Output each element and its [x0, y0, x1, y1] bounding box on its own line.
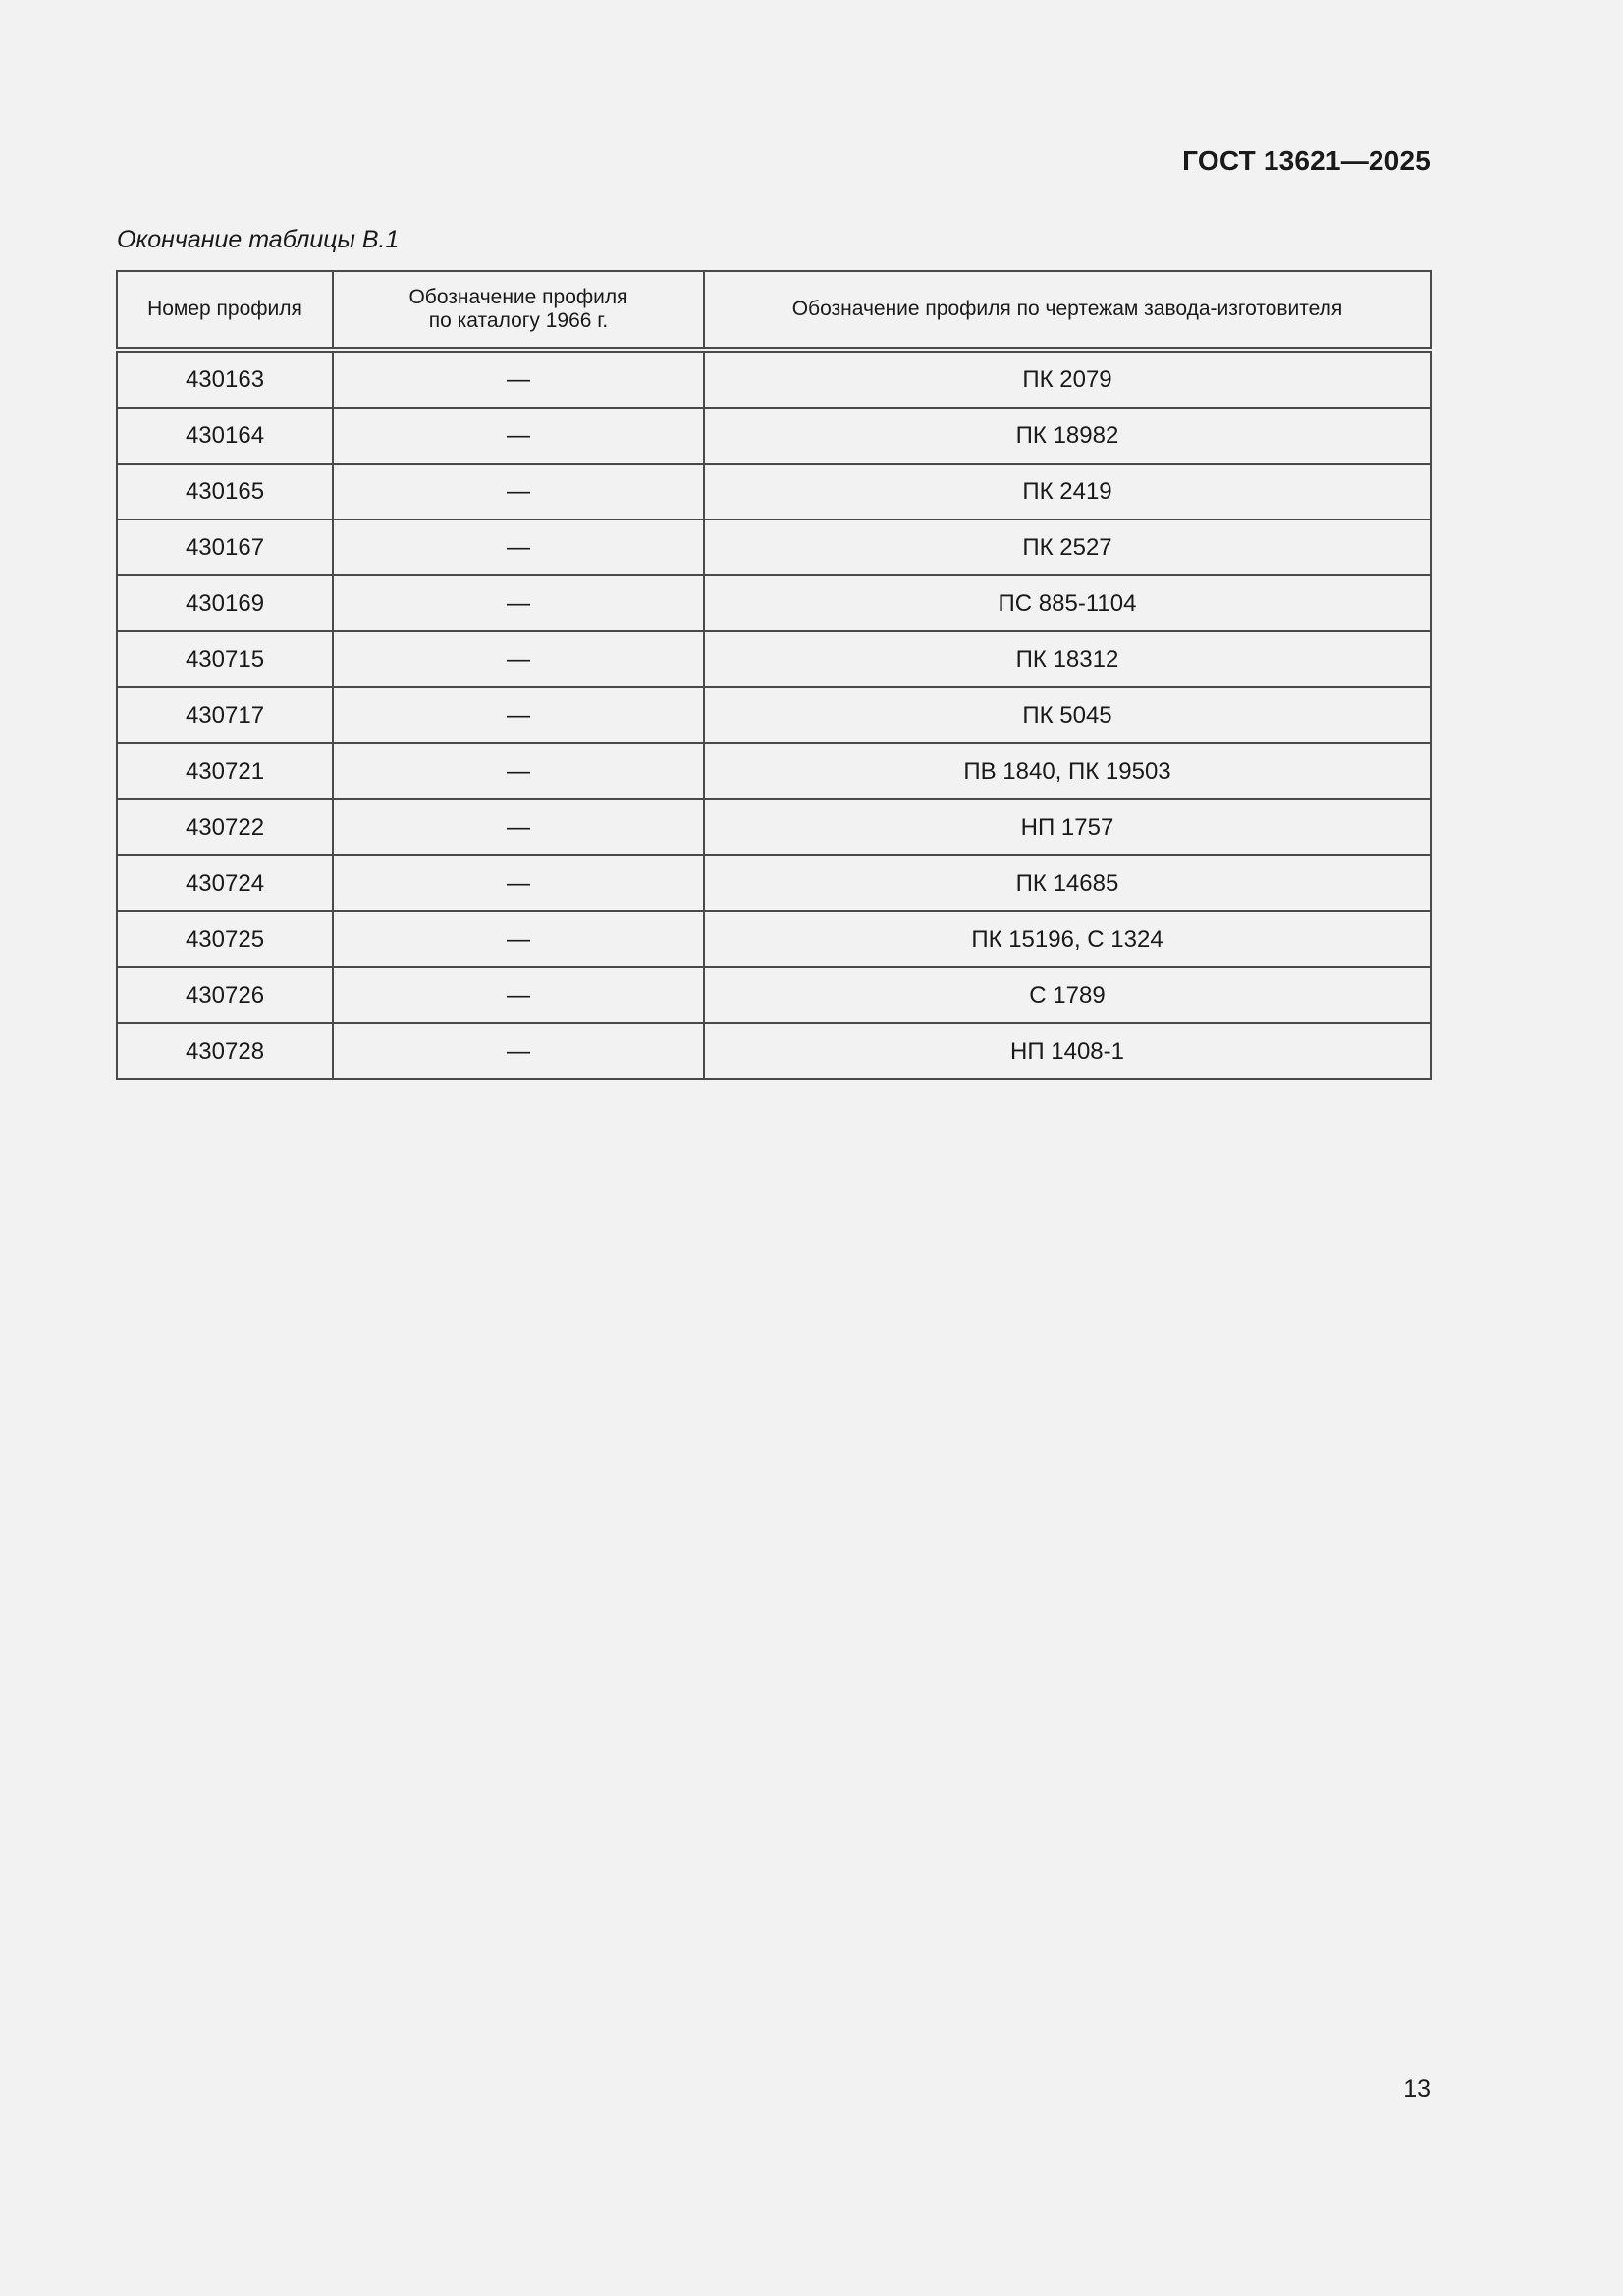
cell-drawing-designation: ПК 2527	[704, 519, 1431, 575]
table-header	[117, 271, 1431, 350]
cell-catalog-designation: —	[333, 687, 704, 743]
cell-catalog-designation: —	[333, 967, 704, 1023]
cell-profile-number: 430726	[117, 967, 333, 1023]
table-row	[117, 687, 1431, 743]
table-header-row	[117, 271, 1431, 350]
table-row	[117, 1023, 1431, 1079]
cell-drawing-designation: ПК 2079	[704, 350, 1431, 408]
cell-drawing-designation: ПВ 1840, ПК 19503	[704, 743, 1431, 799]
cell-drawing-designation: ПК 15196, С 1324	[704, 911, 1431, 967]
column-header-profile-number: Номер профиля	[117, 271, 333, 350]
cell-profile-number: 430169	[117, 575, 333, 631]
cell-catalog-designation: —	[333, 911, 704, 967]
cell-catalog-designation: —	[333, 743, 704, 799]
table-row	[117, 799, 1431, 855]
cell-profile-number: 430722	[117, 799, 333, 855]
cell-profile-number: 430724	[117, 855, 333, 911]
cell-catalog-designation: —	[333, 575, 704, 631]
cell-catalog-designation: —	[333, 855, 704, 911]
page-number: 13	[1403, 2075, 1431, 2103]
cell-profile-number: 430728	[117, 1023, 333, 1079]
column-header-catalog-line1: Обозначение профиля	[408, 286, 628, 308]
cell-catalog-designation: —	[333, 350, 704, 408]
column-header-catalog-line2: по каталогу 1966 г.	[428, 309, 609, 332]
cell-drawing-designation: ПС 885-1104	[704, 575, 1431, 631]
cell-catalog-designation: —	[333, 631, 704, 687]
cell-profile-number: 430165	[117, 464, 333, 519]
cell-profile-number: 430167	[117, 519, 333, 575]
table-row	[117, 408, 1431, 464]
profiles-table	[116, 270, 1432, 1080]
table-row	[117, 519, 1431, 575]
cell-drawing-designation: ПК 18982	[704, 408, 1431, 464]
cell-profile-number: 430717	[117, 687, 333, 743]
table-caption: Окончание таблицы В.1	[117, 226, 400, 253]
cell-drawing-designation: ПК 5045	[704, 687, 1431, 743]
column-header-catalog-designation	[333, 271, 704, 350]
cell-drawing-designation: НП 1408-1	[704, 1023, 1431, 1079]
cell-catalog-designation: —	[333, 464, 704, 519]
table-row	[117, 631, 1431, 687]
cell-profile-number: 430725	[117, 911, 333, 967]
cell-profile-number: 430715	[117, 631, 333, 687]
table-row	[117, 350, 1431, 408]
table-row	[117, 575, 1431, 631]
cell-catalog-designation: —	[333, 1023, 704, 1079]
table-row	[117, 743, 1431, 799]
cell-profile-number: 430163	[117, 350, 333, 408]
cell-profile-number: 430164	[117, 408, 333, 464]
cell-drawing-designation: НП 1757	[704, 799, 1431, 855]
cell-drawing-designation: ПК 14685	[704, 855, 1431, 911]
cell-catalog-designation: —	[333, 519, 704, 575]
table-row	[117, 967, 1431, 1023]
column-header-drawing-designation: Обозначение профиля по чертежам завода-изготовителя	[704, 271, 1431, 350]
cell-drawing-designation: С 1789	[704, 967, 1431, 1023]
cell-catalog-designation: —	[333, 408, 704, 464]
table-body	[117, 350, 1431, 1079]
cell-drawing-designation: ПК 18312	[704, 631, 1431, 687]
cell-catalog-designation: —	[333, 799, 704, 855]
document-code: ГОСТ 13621—2025	[1182, 145, 1431, 176]
table-row	[117, 911, 1431, 967]
cell-drawing-designation: ПК 2419	[704, 464, 1431, 519]
cell-profile-number: 430721	[117, 743, 333, 799]
table-row	[117, 464, 1431, 519]
table-row	[117, 855, 1431, 911]
